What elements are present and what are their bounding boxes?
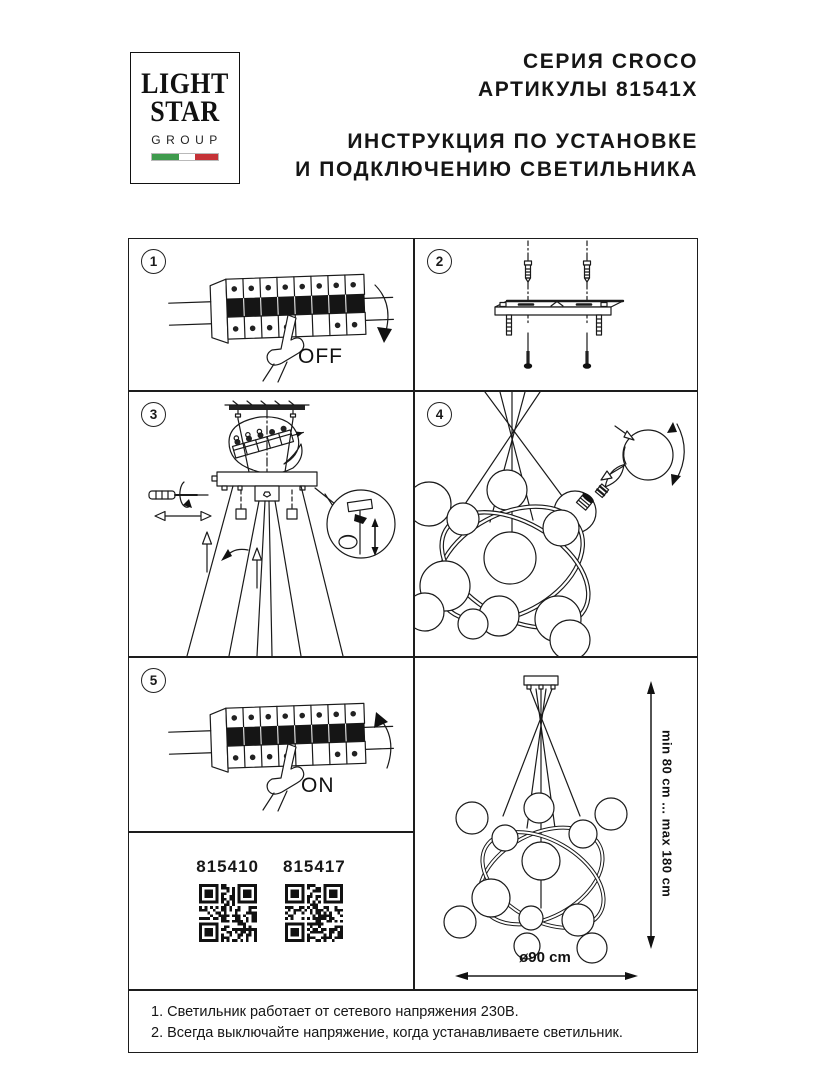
italian-flag-bar (151, 153, 219, 161)
step-number-badge: 3 (141, 402, 166, 427)
step-number-badge: 1 (141, 249, 166, 274)
qr-code-image (285, 884, 343, 942)
on-label: ON (301, 774, 335, 797)
instruction-grid (128, 238, 698, 1053)
articles-title: АРТИКУЛЫ 81541X (478, 78, 698, 101)
mounting-plate-illustration (415, 239, 699, 390)
qr-panel (129, 833, 413, 989)
step-panel-1 (129, 239, 413, 390)
step-panel-3 (129, 392, 413, 656)
instruction-title-line2: И ПОДКЛЮЧЕНИЮ СВЕТИЛЬНИКА (295, 158, 698, 181)
turn-on-arrow-icon (374, 712, 391, 768)
step-panel-4 (415, 392, 699, 656)
breaker-off-illustration (129, 239, 413, 390)
step-panel-2 (415, 239, 699, 390)
product-815410 (196, 857, 259, 989)
flag-green-segment (152, 154, 179, 160)
breaker-on-illustration (129, 658, 413, 831)
logo-word-light: LIGHT (141, 67, 229, 100)
document-header (295, 48, 698, 184)
series-title: СЕРИЯ CROCO (523, 50, 698, 73)
diameter-dimension-arrow (455, 972, 638, 980)
canopy-wiring-illustration (129, 392, 413, 656)
product-815417 (283, 857, 346, 989)
logo-word-star: STAR (150, 95, 220, 128)
step-panel-5 (129, 658, 413, 831)
logo-word-group: GROUP (151, 133, 223, 147)
step-number-badge: 5 (141, 668, 166, 693)
footer-notes (129, 991, 699, 1054)
step-number-badge: 2 (427, 249, 452, 274)
height-dimension-arrow (647, 681, 655, 949)
height-dimension-label: min 80 cm ... max 180 cm (659, 730, 675, 898)
turn-off-arrow-icon (375, 285, 392, 343)
screwdriver-icon (149, 482, 211, 521)
product-code: 815417 (283, 857, 346, 876)
product-code: 815410 (196, 857, 259, 876)
flag-red-segment (195, 154, 218, 160)
instruction-title-line1: ИНСТРУКЦИЯ ПО УСТАНОВКЕ (347, 130, 698, 153)
step-number-badge: 4 (427, 402, 452, 427)
note-line-2: 2. Всегда выключайте напряжение, когда устанавливаете светильник. (151, 1025, 623, 1041)
lightstar-logo (130, 52, 240, 184)
bulb-installation-illustration (415, 392, 699, 656)
flag-white-segment (179, 154, 195, 160)
off-label: OFF (298, 345, 343, 368)
chandelier-overview-panel (415, 658, 699, 989)
note-line-1: 1. Светильник работает от сетевого напряжения 230В. (151, 1004, 519, 1020)
diameter-dimension-label: ø90 cm (519, 949, 571, 966)
qr-code-image (199, 884, 257, 942)
rotate-arrow-icon (676, 424, 684, 480)
